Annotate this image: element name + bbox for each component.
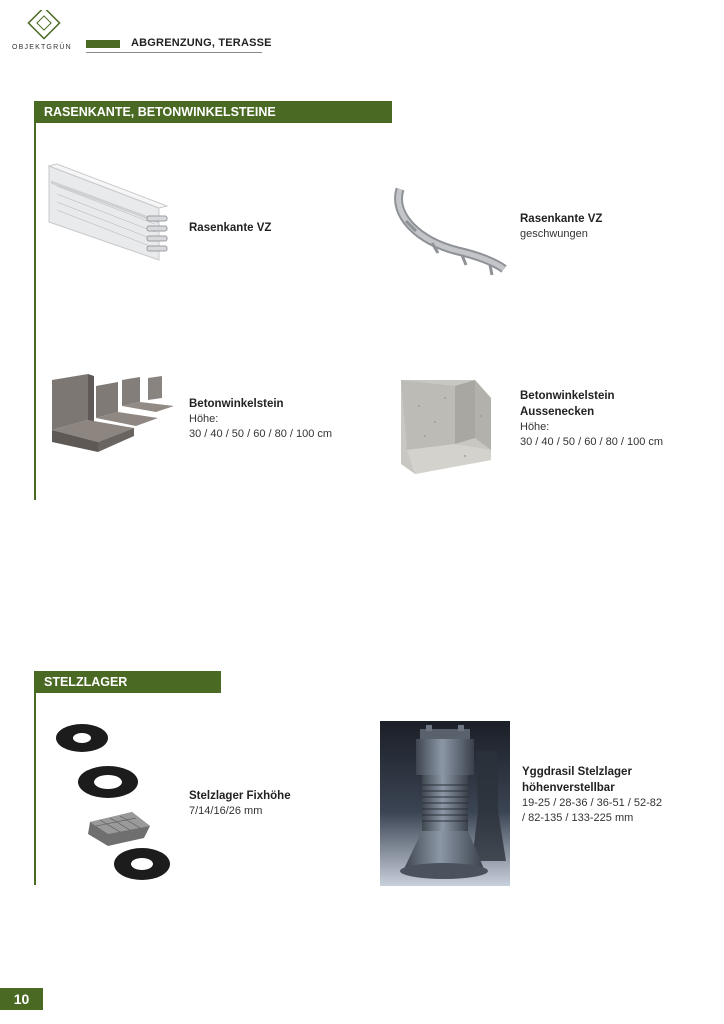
product-detail: 19-25 / 28-36 / 36-51 / 52-82: [522, 797, 663, 809]
header-accent-bar: [86, 40, 120, 48]
product-detail: 30 / 40 / 50 / 60 / 80 / 100 cm: [189, 428, 333, 440]
product-rasenkante-vz-geschwungen: [520, 211, 602, 242]
product-title: Rasenkante VZ: [189, 222, 272, 234]
logo-text: OBJEKTGRÜN: [12, 44, 72, 51]
product-title: Rasenkante VZ: [520, 213, 603, 225]
product-detail: geschwungen: [520, 228, 588, 240]
section-header-stelzlager: STELZLAGER: [34, 671, 221, 693]
product-detail: / 82-135 / 133-225 mm: [522, 812, 634, 824]
product-stelzlager-fixhoehe: [189, 788, 291, 819]
image-rasenkante-curved: [388, 185, 513, 285]
section-1-rule: [34, 101, 36, 500]
product-title: Betonwinkelstein: [189, 398, 284, 410]
product-betonwinkelstein-aussenecken: [520, 388, 663, 450]
product-title-line: höhenverstellbar: [522, 782, 615, 794]
page-number: 10: [0, 988, 43, 1010]
product-detail: Höhe:: [189, 413, 219, 425]
header-divider: [86, 52, 262, 53]
image-betonwinkelstein: [50, 372, 175, 457]
product-detail: Höhe:: [520, 421, 550, 433]
image-yggdrasil-stelzlager: [380, 721, 510, 886]
section-header-rasenkante: RASENKANTE, BETONWINKELSTEINE: [34, 101, 392, 123]
image-rasenkante-straight: [47, 160, 172, 270]
product-title: Stelzlager Fixhöhe: [189, 790, 291, 802]
product-title-line: Betonwinkelstein: [520, 390, 615, 402]
image-betonwinkelstein-aussenecken: [395, 376, 495, 476]
product-detail: 7/14/16/26 mm: [189, 805, 263, 817]
section-2-rule: [34, 671, 36, 885]
logo-diamond-icon: [14, 10, 76, 46]
page-title: ABGRENZUNG, TERASSE: [131, 37, 272, 49]
product-rasenkante-vz: [189, 220, 271, 236]
product-yggdrasil-stelzlager: [522, 764, 662, 826]
product-betonwinkelstein: [189, 396, 332, 442]
image-stelzlager-fixhoehe: [50, 722, 172, 887]
product-detail: 30 / 40 / 50 / 60 / 80 / 100 cm: [520, 436, 664, 448]
product-title-line: Aussenecken: [520, 406, 595, 418]
product-title-line: Yggdrasil Stelzlager: [522, 766, 632, 778]
